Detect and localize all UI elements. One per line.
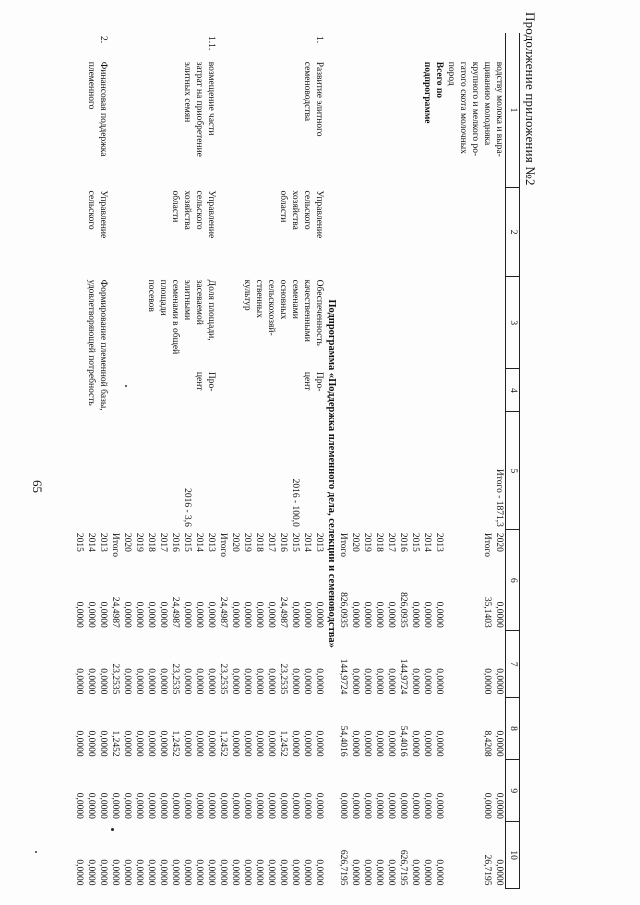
row-number: 2. [98,36,108,44]
year-list: 2013 2014 2015 2016 2017 2018 2019 2020 Итого [338,532,444,557]
value-col-6: 0,0000 0,0000 0,0000 24,4987 0,0000 0,0000 0,0000 0,0000 24,4987 [110,596,216,628]
value-col-10: 0,0000 0,0000 0,0000 [74,859,108,886]
target-value: 2016 - 3,6 [182,488,192,527]
value-col-10: 0,0000 0,0000 0,0000 0,0000 0,0000 0,0000 0,0000 0,0000 0,0000 [218,859,324,886]
unit: Про- цент [302,371,324,392]
indicator: Доля площади, засеваемой элитными семенами в общей площади посевов [146,279,216,355]
value-col-9: 0,0000 0,0000 0,0000 0,0000 0,0000 0,0000 0,0000 0,0000 0,0000 [218,792,324,819]
activity-name: Финансовая поддержка племенного [86,61,108,157]
year-list: 2013 2014 2015 2016 2017 2018 2019 2020 Итого [110,532,216,557]
value-col-9: 0,0000 0,0000 [482,792,504,819]
activity-name: возмещение части затрат на приобретение элитных семян [182,61,216,157]
value-col-7: 0,0000 0,0000 0,0000 [74,668,108,695]
value-col-7: 0,0000 0,0000 0,0000 23,2535 0,0000 0,0000 0,0000 0,0000 23,2535 [110,663,216,695]
year-list: 2013 2014 2015 [74,532,108,552]
executor: Управление сельского [86,190,108,239]
column-header-5: 5 [506,412,520,530]
page-number: 65 [30,480,45,493]
column-header-2: 2 [506,188,520,277]
value-col-9: 0,0000 0,0000 0,0000 0,0000 0,0000 0,0000 0,0000 0,0000 0,0000 [338,792,444,819]
year-list: 2013 2014 2015 2016 2017 2018 2019 2020 Итого [218,532,324,557]
value-col-8: 0,0000 0,0000 0,0000 1,2452 0,0000 0,0000 0,0000 0,0000 1,2452 [110,730,216,757]
value-col-7: 0,0000 0,0000 [482,668,504,695]
unit: Про- цент [194,371,216,392]
column-header-6: 6 [506,530,520,631]
program-table [20,33,520,889]
value-col-8: 0,0000 0,0000 0,0000 54,4016 0,0000 0,0000 0,0000 0,0000 54,4016 [338,725,444,757]
total-label: Всего по подпрограмме [422,61,444,124]
column-header-1: 1 [506,33,520,188]
column-header-8: 8 [506,697,520,759]
row-number: 1. [314,36,324,44]
value-col-10: 0,0000 26,7195 [482,854,504,886]
table-row [73,33,109,889]
executor: Управление сельского хозяйства области [278,190,324,239]
page-header: Продолжение приложения №2 [523,12,538,186]
value-col-9: 0,0000 0,0000 0,0000 0,0000 0,0000 0,0000 0,0000 0,0000 0,0000 [110,792,216,819]
row-number: 1.1. [206,36,216,51]
indicator: Обеспеченность качественными семенами основных сельскохозяй- ственных культур [242,279,324,346]
value-col-7: 0,0000 0,0000 0,0000 144,9724 0,0000 0,0000 0,0000 0,0000 144,9724 [338,658,444,695]
year-list: 2020 Итого [482,532,504,557]
value-col-6: 0,0000 0,0000 0,0000 [74,601,108,628]
column-number-row [506,33,520,889]
target-value: 2016 - 100,0 [290,478,300,527]
value-col-8: 0,0000 0,0000 0,0000 1,2452 0,0000 0,0000 0,0000 0,0000 1,2452 [218,730,324,757]
value-col-8: 0,0000 0,0000 0,0000 [74,730,108,757]
column-header-3: 3 [506,277,520,369]
target-value: Итого - 1871,3 [494,468,504,527]
subprogram-title: Подпрограмма «Поддержка племенного дела, селекции и семеноводства» [326,299,337,648]
value-col-7: 0,0000 0,0000 0,0000 23,2535 0,0000 0,0000 0,0000 0,0000 23,2535 [218,663,324,695]
subprogram-title-row [325,33,337,889]
value-col-6: 0,0000 35,1403 [482,596,504,628]
value-col-6: 0,0000 0,0000 0,0000 826,0935 0,0000 0,0000 0,0000 0,0000 826,0935 [338,592,444,628]
column-header-10: 10 [506,822,520,889]
value-col-9: 0,0000 0,0000 0,0000 [74,792,108,819]
activity-name: Развитие элитного семеноводства [302,61,324,137]
table [73,33,520,889]
value-col-10: 0,0000 0,0000 0,0000 626,7195 0,0000 0,0000 0,0000 0,0000 626,7195 [338,849,444,886]
value-col-8: 0,0000 8,4208 [482,730,504,757]
column-header-9: 9 [506,760,520,822]
table-row [445,33,506,889]
table-row [109,33,217,889]
column-header-7: 7 [506,631,520,698]
activity-name: водству молока и выра- щиванию молодняка крупного и мелкого ро- гатого скота молочных пород [446,61,504,157]
value-col-10: 0,0000 0,0000 0,0000 0,0000 0,0000 0,0000 0,0000 0,0000 0,0000 [110,859,216,886]
table-row [337,33,445,889]
executor: Управление сельского хозяйства области [170,190,216,239]
column-header-4: 4 [506,369,520,412]
indicator: Формирование племенной базы, удовлетворяющей потребность [86,279,108,411]
value-col-6: 0,0000 0,0000 0,0000 24,4987 0,0000 0,0000 0,0000 0,0000 24,4987 [218,596,324,628]
table-row [217,33,325,889]
